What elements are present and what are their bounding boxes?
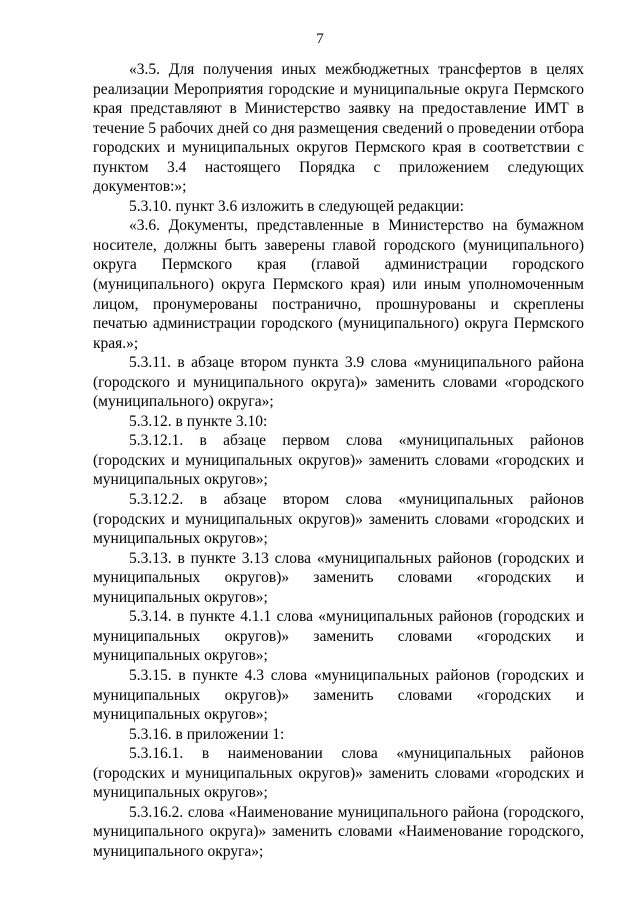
paragraph-5-3-14: 5.3.14. в пункте 4.1.1 слова «муниципальных районов (городских и муниципальных округов)» заменить словами «городских и муниципальных округов»;	[93, 608, 584, 665]
paragraph-5-3-16: 5.3.16. в приложении 1:	[129, 725, 285, 743]
paragraph-5-3-12: 5.3.12. в пункте 3.10:	[129, 412, 268, 430]
document-body	[93, 60, 584, 861]
paragraph-5-3-12-1: 5.3.12.1. в абзаце первом слова «муниципальных районов (городских и муниципальных округов)» заменить словами «городских и муниципальных округов»;	[93, 432, 584, 489]
paragraph-5-3-12-2: 5.3.12.2. в абзаце втором слова «муниципальных районов (городских и муниципальных округов)» заменить словами «городских и муниципальных округов»;	[93, 491, 584, 548]
paragraph-3-5: «3.5. Для получения иных межбюджетных трансфертов в целях реализации Мероприятия городские и муниципальные округа Пермского края представляют в Министерство заявку на предоставление ИМТ в течение 5 рабочих дней со дня размещения сведений о проведении отбора городских и муниципальных округов Пермского края в соответствии с пунктом 3.4 настоящего Порядка с приложением следующих документов:»;	[93, 61, 584, 196]
paragraph-5-3-13: 5.3.13. в пункте 3.13 слова «муниципальных районов (городских и муниципальных округов)» заменить словами «городских и муниципальных округов»;	[93, 549, 584, 606]
paragraph-5-3-10: 5.3.10. пункт 3.6 изложить в следующей редакции:	[129, 197, 464, 215]
paragraph-5-3-15: 5.3.15. в пункте 4.3 слова «муниципальных районов (городских и муниципальных округов)» заменить словами «городских и муниципальных округов»;	[93, 666, 584, 724]
paragraph-5-3-11: 5.3.11. в абзаце втором пункта 3.9 слова «муниципального района (городского и муниципального округа)» заменить словами «городского (муниципального) округа»;	[93, 354, 584, 411]
paragraph-5-3-16-2: 5.3.16.2. слова «Наименование муниципального района (городского, муниципального округа)» заменить словами «Наименование городского, муниципального округа»;	[93, 803, 584, 860]
paragraph-5-3-16-1: 5.3.16.1. в наименовании слова «муниципальных районов (городских и муниципальных округов)» заменить словами «городских и муниципальных округов»;	[93, 745, 584, 802]
paragraph-3-6: «3.6. Документы, представленные в Министерство на бумажном носителе, должны быть заверены главой городского (муниципального) округа Пермского края (главой администрации городского (муниципального) округа Пермского края) или иным уполномоченным лицом, пронумерованы постранично, прошнурованы и скреплены печатью администрации городского (муниципального) округа Пермского края.»;	[93, 217, 584, 352]
page-number: 7	[316, 31, 324, 47]
